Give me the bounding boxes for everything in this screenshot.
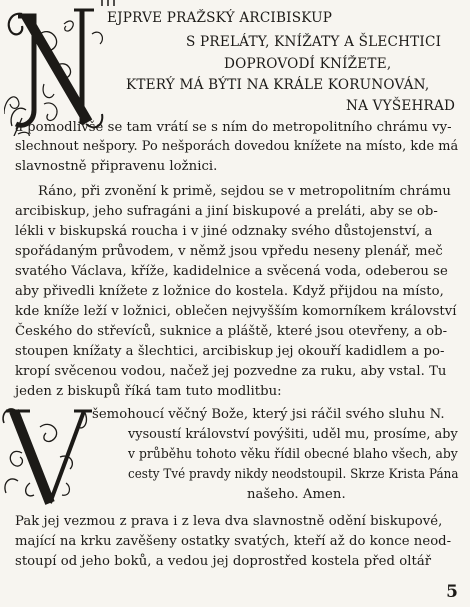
paragraph-1-line-3: slavnostně připravenu ložnici. [15, 159, 218, 174]
top-flourish-icon [98, 0, 122, 8]
paragraph-3-line-2: mající na krku zavěšeny ostatky svatých, kteří až do konce neod- [15, 534, 452, 549]
prayer-line-4: cesty Tvé pravdy nikdy neodstoupil. Skrze Krista Pána [128, 467, 459, 482]
paragraph-2-line-11: jeden z biskupů říká tam tuto modlitbu: [15, 384, 282, 399]
ornamental-initial-v [0, 403, 92, 506]
paragraph-2-line-4: spořádaným průvodem, v němž jsou vpředu neseny plenář, meč [15, 244, 443, 259]
ornamental-initial-n [4, 4, 110, 136]
heading-line-5: NA VYŠEHRAD [346, 98, 456, 114]
prayer-line-2: vysoustí království povýšiti, uděl mu, prosíme, aby [128, 427, 458, 442]
paragraph-1-line-2: slechnout nešpory. Po nešporách dovedou knížete na místo, kde má [15, 139, 459, 154]
paragraph-2-line-1: Ráno, při zvonění k primě, sejdou se v metropolitním chrámu [38, 184, 451, 199]
paragraph-2-line-5: svatého Václava, kříže, kadidelnice a svěcená voda, odeberou se [15, 264, 448, 279]
paragraph-2-line-3: lékli v biskupská roucha i v jiné odznaky svého důstojenství, a [15, 224, 433, 239]
prayer-line-5: našeho. Amen. [247, 487, 346, 502]
paragraph-2-line-9: stoupen knížaty a šlechtici, arcibiskup jej okouří kadidlem a po- [15, 344, 445, 359]
paragraph-3-line-3: stoupí od jeho boků, a vedou jej doprostřed kostela před oltář [15, 554, 432, 569]
paragraph-2-line-6: aby přivedli knížete z ložnice do kostela. Když přijdou na místo, [15, 284, 444, 299]
paragraph-2-line-7: kde kníže leží v ložnici, oblečen nejvyšším komorníkem království [15, 304, 457, 319]
prayer-line-3: v průběhu tohoto věku řídil obecné blaho všech, aby [128, 447, 458, 462]
paragraph-2-line-10: kropí svěcenou vodou, načež jej pozvedne za ruku, aby vstal. Tu [15, 364, 447, 379]
paragraph-2-line-8: Českého do střevíců, suknice a pláště, které jsou otevřeny, a ob- [15, 324, 448, 339]
heading-line-1: EJPRVE PRAŽSKÝ ARCIBISKUP [107, 10, 333, 26]
heading-line-4: KTERÝ MÁ BÝTI NA KRÁLE KORUNOVÁN, [126, 77, 430, 93]
paragraph-3-line-1: Pak jej vezmou z prava i z leva dva slavnostně odění biskupové, [15, 514, 443, 529]
heading-line-2: S PRELÁTY, KNÍŽATY A ŠLECHTICI [186, 34, 442, 50]
prayer-line-1: šemohoucí věčný Bože, který jsi ráčil svého sluhu N. [92, 407, 445, 422]
paragraph-1-line-1: a pomodlivše se tam vrátí se s ním do metropolitního chrámu vy- [15, 120, 452, 135]
paragraph-2-line-2: arcibiskup, jeho sufragáni a jiní biskupové a preláti, aby se ob- [15, 204, 438, 219]
page-number: 5 [446, 582, 458, 602]
heading-line-3: DOPROVODÍ KNÍŽETE, [224, 56, 392, 72]
